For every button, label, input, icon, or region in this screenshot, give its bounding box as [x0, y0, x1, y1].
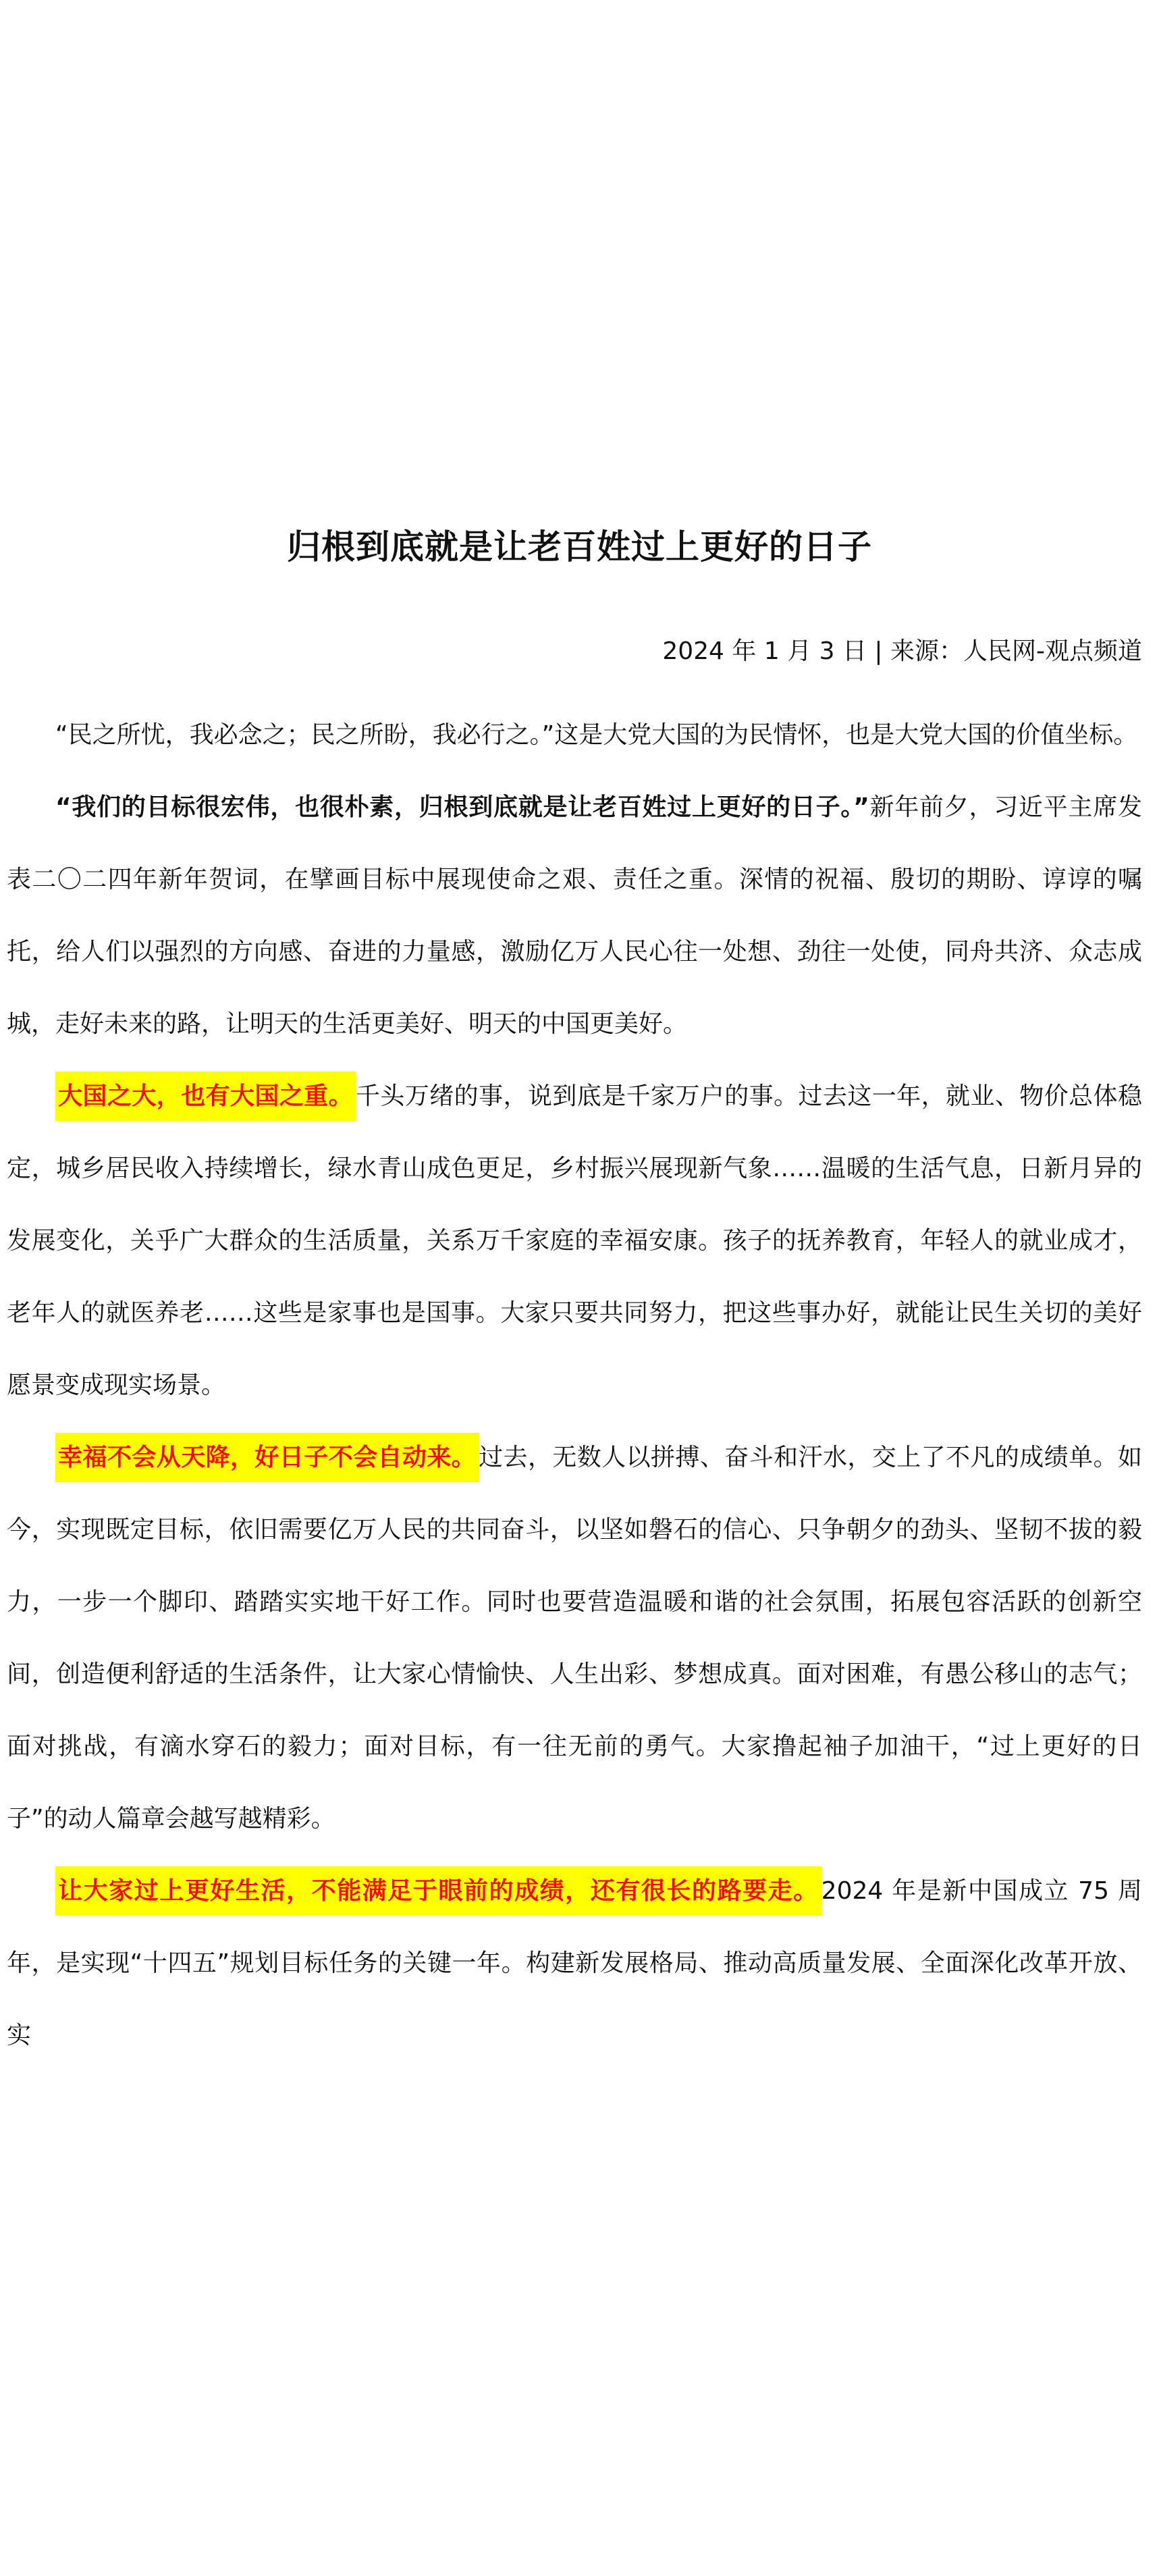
- source-line: 2024 年 1 月 3 日 | 来源：人民网-观点频道: [662, 637, 1142, 665]
- paragraph-1-text: “民之所忧，我必念之；民之所盼，我必行之。”这是大党大国的为民情怀，也是大党大国的价值坐标。: [55, 721, 1138, 749]
- paragraph-3: [7, 1060, 1142, 1421]
- paragraph-4: [7, 1421, 1142, 1855]
- paragraph-2: [7, 771, 1142, 1060]
- article-title: 归根到底就是让老百姓过上更好的日子: [287, 527, 872, 567]
- paragraph-5-highlight: 让大家过上更好生活，不能满足于眼前的成绩，还有很长的路要走。: [55, 1866, 821, 1916]
- paragraph-5: [7, 1855, 1142, 2072]
- paragraph-2-text: 新年前夕，习近平主席发表二〇二四年新年贺词，在擘画目标中展现使命之艰、责任之重。深情的祝福、殷切的期盼、谆谆的嘱托，给人们以强烈的方向感、奋进的力量感，激励亿万人民心往一处想、劲往一处使，同舟共济、众志成城，走好未来的路，让明天的生活更美好、明天的中国更美好。: [7, 793, 1142, 1038]
- paragraph-4-highlight: 幸福不会从天降，好日子不会自动来。: [55, 1433, 479, 1482]
- paragraph-4-text: 过去，无数人以拼搏、奋斗和汗水，交上了不凡的成绩单。如今，实现既定目标，依旧需要亿万人民的共同奋斗，以坚如磐石的信心、只争朝夕的劲头、坚韧不拔的毅力，一步一个脚印、踏踏实实地干好工作。同时也要营造温暖和谐的社会氛围，拓展包容活跃的创新空间，创造便利舒适的生活条件，让大家心情愉快、人生出彩、梦想成真。面对困难，有愚公移山的志气；面对挑战，有滴水穿石的毅力；面对目标，有一往无前的勇气。大家撸起袖子加油干，“过上更好的日子”的动人篇章会越写越精彩。: [7, 1444, 1142, 1833]
- paragraph-3-highlight: 大国之大，也有大国之重。: [55, 1072, 356, 1121]
- paragraph-5-text: 2024 年是新中国成立 75 周年，是实现“十四五”规划目标任务的关键一年。构建新发展格局、推动高质量发展、全面深化改革开放、实: [7, 1877, 1142, 2049]
- article-body: [7, 699, 1142, 2072]
- paragraph-2-bold-quote: “我们的目标很宏伟，也很朴素，归根到底就是让老百姓过上更好的日子。”: [55, 793, 869, 821]
- paragraph-3-text: 千头万绪的事，说到底是千家万户的事。过去这一年，就业、物价总体稳定，城乡居民收入持续增长，绿水青山成色更足，乡村振兴展现新气象……温暖的生活气息，日新月异的发展变化，关乎广大群众的生活质量，关系万千家庭的幸福安康。孩子的抚养教育，年轻人的就业成才，老年人的就医养老……这些是家事也是国事。大家只要共同努力，把这些事办好，就能让民生关切的美好愿景变成现实场景。: [7, 1082, 1142, 1399]
- paragraph-1: [7, 699, 1142, 771]
